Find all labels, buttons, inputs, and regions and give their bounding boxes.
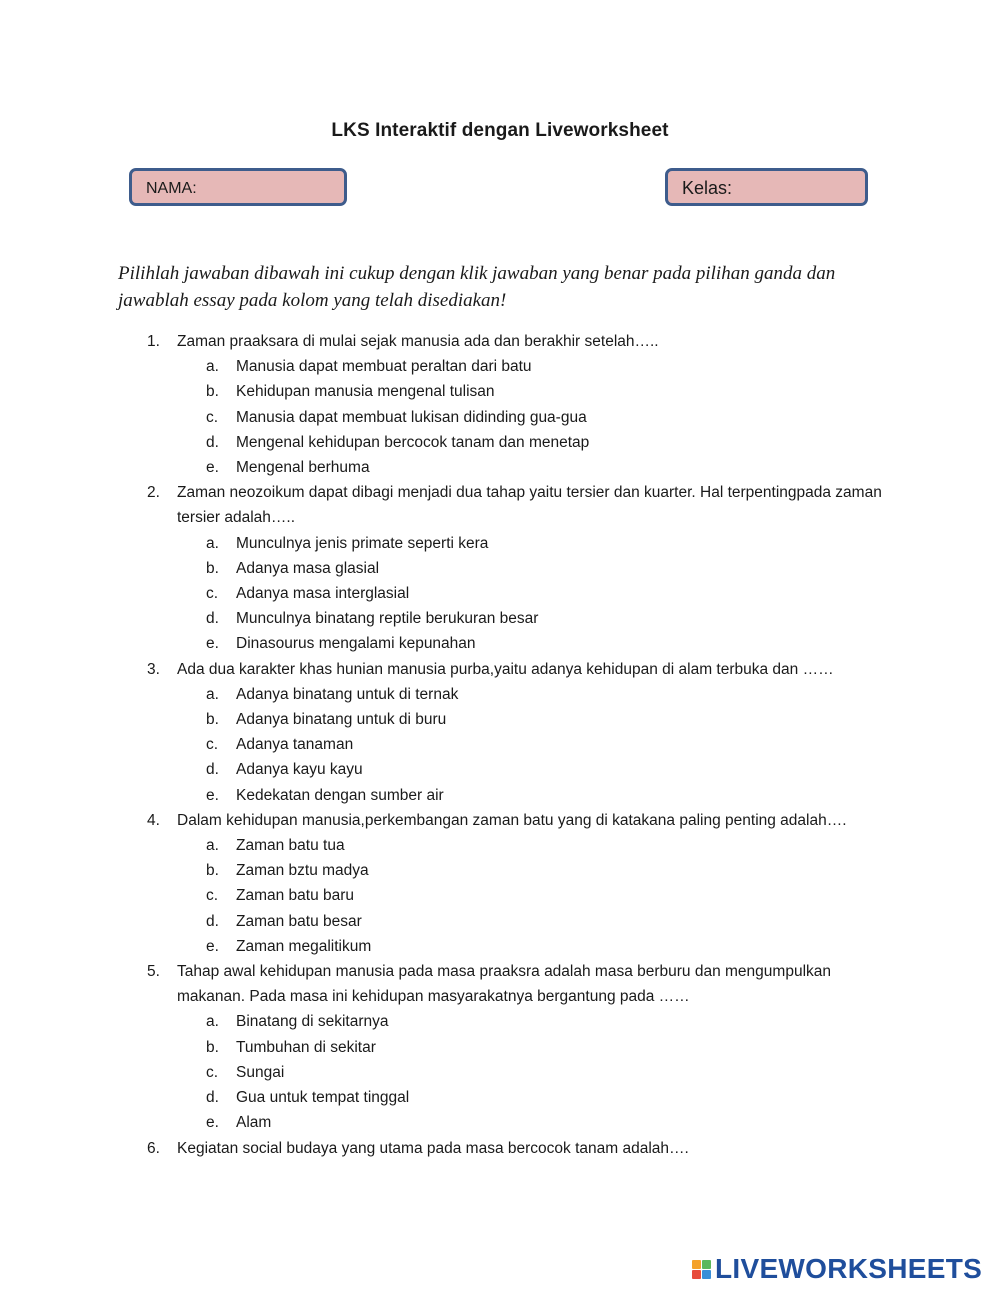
question-number: 5. xyxy=(147,963,160,981)
option-5e[interactable] xyxy=(0,1110,1000,1135)
option-text: Adanya binatang untuk di ternak xyxy=(236,685,459,703)
question-5 xyxy=(0,959,1000,1135)
question-text: Tahap awal kehidupan manusia pada masa praaksra adalah masa berburu dan mengumpulkan makanan. Pada masa ini kehidupan masyarakatnya bergantung pada …… xyxy=(177,963,832,1006)
kelas-field[interactable] xyxy=(665,168,868,206)
logo-square-red xyxy=(692,1270,701,1279)
option-text: Manusia dapat membuat peraltan dari batu xyxy=(236,358,532,376)
question-4 xyxy=(0,808,1000,959)
nama-label: NAMA: xyxy=(146,180,197,197)
liveworksheets-logo xyxy=(692,1254,982,1284)
question-6 xyxy=(0,1136,1000,1161)
option-letter: b. xyxy=(206,862,219,880)
option-text: Zaman batu besar xyxy=(236,912,362,930)
option-4c[interactable] xyxy=(0,883,1000,908)
option-text: Manusia dapat membuat lukisan didinding gua-gua xyxy=(236,408,587,426)
option-text: Kedekatan dengan sumber air xyxy=(236,786,444,804)
question-3 xyxy=(0,657,1000,808)
option-text: Binatang di sekitarnya xyxy=(236,1013,389,1031)
liveworksheets-logo-icon xyxy=(692,1260,711,1279)
question-text: Ada dua karakter khas hunian manusia purba,yaitu adanya kehidupan di alam terbuka dan …… xyxy=(177,660,834,678)
option-letter: e. xyxy=(206,635,219,653)
option-letter: d. xyxy=(206,912,219,930)
option-text: Zaman bztu madya xyxy=(236,862,369,880)
question-number: 1. xyxy=(147,333,160,350)
option-letter: e. xyxy=(206,459,219,477)
logo-square-blue xyxy=(702,1270,711,1279)
option-2e[interactable] xyxy=(0,631,1000,656)
option-letter: a. xyxy=(206,685,219,703)
question-1 xyxy=(0,329,1000,480)
logo-square-green xyxy=(702,1260,711,1269)
nama-field[interactable] xyxy=(129,168,347,206)
option-5b[interactable] xyxy=(0,1035,1000,1060)
question-text: Kegiatan social budaya yang utama pada masa bercocok tanam adalah…. xyxy=(177,1139,689,1157)
option-letter: b. xyxy=(206,1038,219,1056)
option-5c[interactable] xyxy=(0,1060,1000,1085)
option-letter: d. xyxy=(206,610,219,628)
question-number: 3. xyxy=(147,660,160,678)
option-text: Alam xyxy=(236,1114,272,1132)
option-letter: b. xyxy=(206,383,219,401)
option-3d[interactable] xyxy=(0,757,1000,782)
option-1d[interactable] xyxy=(0,430,1000,455)
question-list xyxy=(0,329,1000,1161)
question-2 xyxy=(0,480,1000,656)
option-letter: c. xyxy=(206,736,219,754)
option-2c[interactable] xyxy=(0,581,1000,606)
option-letter: a. xyxy=(206,358,219,376)
worksheet-title: LKS Interaktif dengan Liveworksheet xyxy=(331,120,669,141)
option-3c[interactable] xyxy=(0,732,1000,757)
option-text: Gua untuk tempat tinggal xyxy=(236,1089,410,1107)
option-letter: c. xyxy=(206,1063,219,1081)
option-text: Sungai xyxy=(236,1063,285,1081)
option-letter: a. xyxy=(206,1013,219,1031)
option-2d[interactable] xyxy=(0,606,1000,631)
option-text: Mengenal kehidupan bercocok tanam dan menetap xyxy=(236,433,590,451)
option-letter: c. xyxy=(206,887,219,905)
question-text: Dalam kehidupan manusia,perkembangan zaman batu yang di katakana paling penting adalah…. xyxy=(177,811,847,829)
option-letter: e. xyxy=(206,937,219,955)
option-4a[interactable] xyxy=(0,833,1000,858)
option-text: Adanya tanaman xyxy=(236,736,354,754)
option-text: Kehidupan manusia mengenal tulisan xyxy=(236,383,495,401)
option-letter: b. xyxy=(206,559,219,577)
option-text: Adanya masa glasial xyxy=(236,559,380,577)
option-3e[interactable] xyxy=(0,783,1000,808)
option-text: Adanya kayu kayu xyxy=(236,761,363,779)
option-4e[interactable] xyxy=(0,934,1000,959)
option-5d[interactable] xyxy=(0,1085,1000,1110)
option-text: Munculnya jenis primate seperti kera xyxy=(236,534,489,552)
option-text: Mengenal berhuma xyxy=(236,459,370,477)
question-number: 6. xyxy=(147,1139,160,1157)
option-letter: a. xyxy=(206,837,219,855)
kelas-label: Kelas: xyxy=(682,178,733,198)
option-text: Adanya binatang untuk di buru xyxy=(236,711,447,729)
question-text: Zaman praaksara di mulai sejak manusia ada dan berakhir setelah….. xyxy=(177,333,659,350)
option-letter: c. xyxy=(206,585,219,603)
option-1b[interactable] xyxy=(0,379,1000,404)
question-number: 2. xyxy=(147,484,160,502)
option-text: Zaman batu tua xyxy=(236,837,345,855)
option-text: Dinasourus mengalami kepunahan xyxy=(236,635,476,653)
option-text: Adanya masa interglasial xyxy=(236,585,410,603)
option-text: Munculnya binatang reptile berukuran besar xyxy=(236,610,539,628)
option-4d[interactable] xyxy=(0,909,1000,934)
option-2a[interactable] xyxy=(0,531,1000,556)
option-letter: b. xyxy=(206,711,219,729)
question-text: Zaman neozoikum dapat dibagi menjadi dua tahap yaitu tersier dan kuarter. Hal terpentingpada zaman tersier adalah….. xyxy=(177,484,882,527)
option-letter: d. xyxy=(206,433,219,451)
option-letter: a. xyxy=(206,534,219,552)
option-letter: d. xyxy=(206,1089,219,1107)
option-text: Zaman batu baru xyxy=(236,887,355,905)
option-1a[interactable] xyxy=(0,354,1000,379)
option-letter: e. xyxy=(206,786,219,804)
option-3b[interactable] xyxy=(0,707,1000,732)
option-letter: e. xyxy=(206,1114,219,1132)
option-5a[interactable] xyxy=(0,1009,1000,1034)
option-text: Zaman megalitikum xyxy=(236,937,372,955)
option-1c[interactable] xyxy=(0,405,1000,430)
option-2b[interactable] xyxy=(0,556,1000,581)
option-4b[interactable] xyxy=(0,858,1000,883)
instruction-text: Pilihlah jawaban dibawah ini cukup dengan klik jawaban yang benar pada pilihan ganda dan jawablah essay pada kolom yang telah disediakan! xyxy=(118,263,836,311)
logo-square-orange xyxy=(692,1260,701,1269)
option-letter: c. xyxy=(206,408,219,426)
option-text: Tumbuhan di sekitar xyxy=(236,1038,376,1056)
option-letter: d. xyxy=(206,761,219,779)
logo-text: LIVEWORKSHEETS xyxy=(715,1253,983,1284)
question-number: 4. xyxy=(147,811,160,829)
option-3a[interactable] xyxy=(0,682,1000,707)
option-1e[interactable] xyxy=(0,455,1000,480)
